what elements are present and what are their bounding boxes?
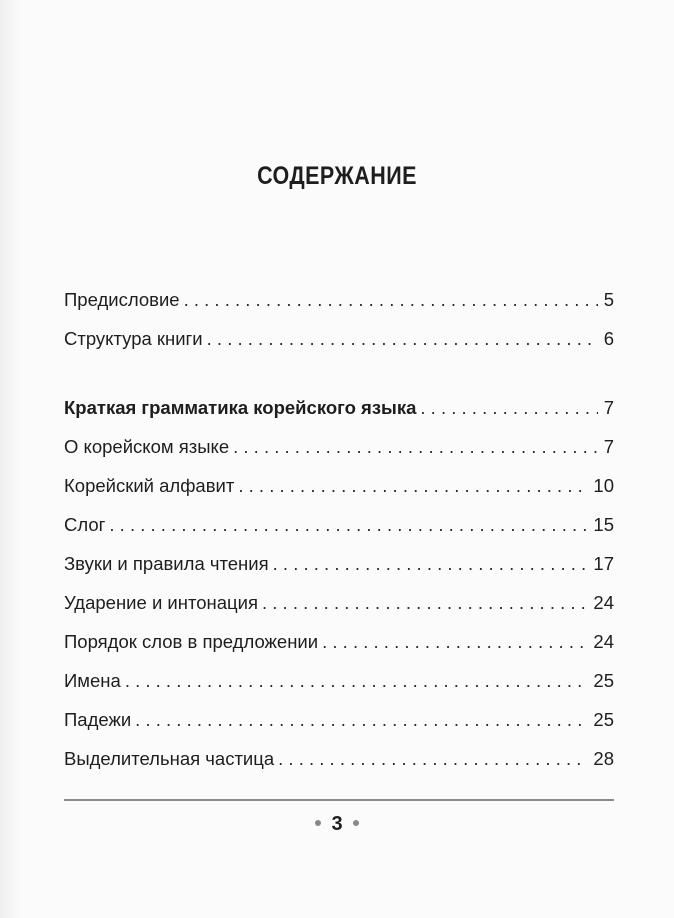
toc-entry-label: Выделительная частица bbox=[64, 748, 275, 769]
page-footer bbox=[0, 813, 674, 836]
toc-entry-page: 10 bbox=[593, 475, 614, 496]
toc-entry-preface[interactable] bbox=[64, 280, 614, 319]
toc-leader-dots bbox=[233, 427, 598, 466]
toc-leader-dots bbox=[278, 739, 587, 778]
toc-entry-page: 25 bbox=[593, 670, 614, 691]
toc-entry-word-order[interactable] bbox=[64, 622, 614, 661]
toc-leader-dots bbox=[238, 466, 587, 505]
page-number: 3 bbox=[331, 813, 343, 835]
toc-leader-dots bbox=[207, 319, 598, 358]
toc-leader-dots bbox=[420, 388, 597, 427]
toc-entry-about-korean[interactable] bbox=[64, 427, 614, 466]
toc-entry-alphabet[interactable] bbox=[64, 466, 614, 505]
toc-entry-page: 24 bbox=[593, 631, 614, 652]
toc-entry-page: 15 bbox=[593, 514, 614, 535]
toc-entry-label: Краткая грамматика корейского языка bbox=[64, 397, 417, 418]
toc-entry-label: Порядок слов в предложении bbox=[64, 631, 319, 652]
toc-entry-label: Звуки и правила чтения bbox=[64, 553, 269, 574]
toc-entry-emphatic-particle[interactable] bbox=[64, 739, 614, 778]
toc-leader-dots bbox=[125, 661, 588, 700]
toc-entry-page: 5 bbox=[603, 289, 614, 310]
footer-divider bbox=[64, 799, 614, 801]
toc-entry-page: 7 bbox=[603, 397, 614, 418]
toc-entry-page: 7 bbox=[603, 436, 614, 457]
toc-leader-dots bbox=[184, 280, 598, 319]
page-title: СОДЕРЖАНИЕ bbox=[257, 162, 417, 190]
toc-entry-syllable[interactable] bbox=[64, 505, 614, 544]
toc-entry-page: 25 bbox=[593, 709, 614, 730]
toc-entry-label: Предисловие bbox=[64, 289, 180, 310]
toc-entry-page: 28 bbox=[593, 748, 614, 769]
toc-entry-page: 24 bbox=[593, 592, 614, 613]
toc-entry-page: 6 bbox=[603, 328, 614, 349]
toc-entry-label: Падежи bbox=[64, 709, 132, 730]
page-gutter-shadow bbox=[0, 0, 22, 918]
table-of-contents bbox=[64, 280, 614, 778]
bullet-dot-icon bbox=[315, 820, 321, 826]
toc-entry-grammar-section[interactable] bbox=[64, 388, 614, 427]
toc-leader-dots bbox=[135, 700, 587, 739]
toc-entry-label: О корейском языке bbox=[64, 436, 230, 457]
toc-entry-label: Слог bbox=[64, 514, 106, 535]
toc-entry-sounds-reading[interactable] bbox=[64, 544, 614, 583]
toc-entry-label: Имена bbox=[64, 670, 121, 691]
toc-leader-dots bbox=[273, 544, 588, 583]
toc-entry-label: Корейский алфавит bbox=[64, 475, 235, 496]
toc-entry-nouns[interactable] bbox=[64, 661, 614, 700]
toc-entry-label: Структура книги bbox=[64, 328, 203, 349]
toc-entry-book-structure[interactable] bbox=[64, 319, 614, 358]
toc-entry-cases[interactable] bbox=[64, 700, 614, 739]
toc-leader-dots bbox=[109, 505, 587, 544]
toc-entry-page: 17 bbox=[593, 553, 614, 574]
toc-entry-label: Ударение и интонация bbox=[64, 592, 258, 613]
bullet-dot-icon bbox=[353, 820, 359, 826]
toc-leader-dots bbox=[262, 583, 587, 622]
toc-entry-stress-intonation[interactable] bbox=[64, 583, 614, 622]
toc-leader-dots bbox=[322, 622, 587, 661]
